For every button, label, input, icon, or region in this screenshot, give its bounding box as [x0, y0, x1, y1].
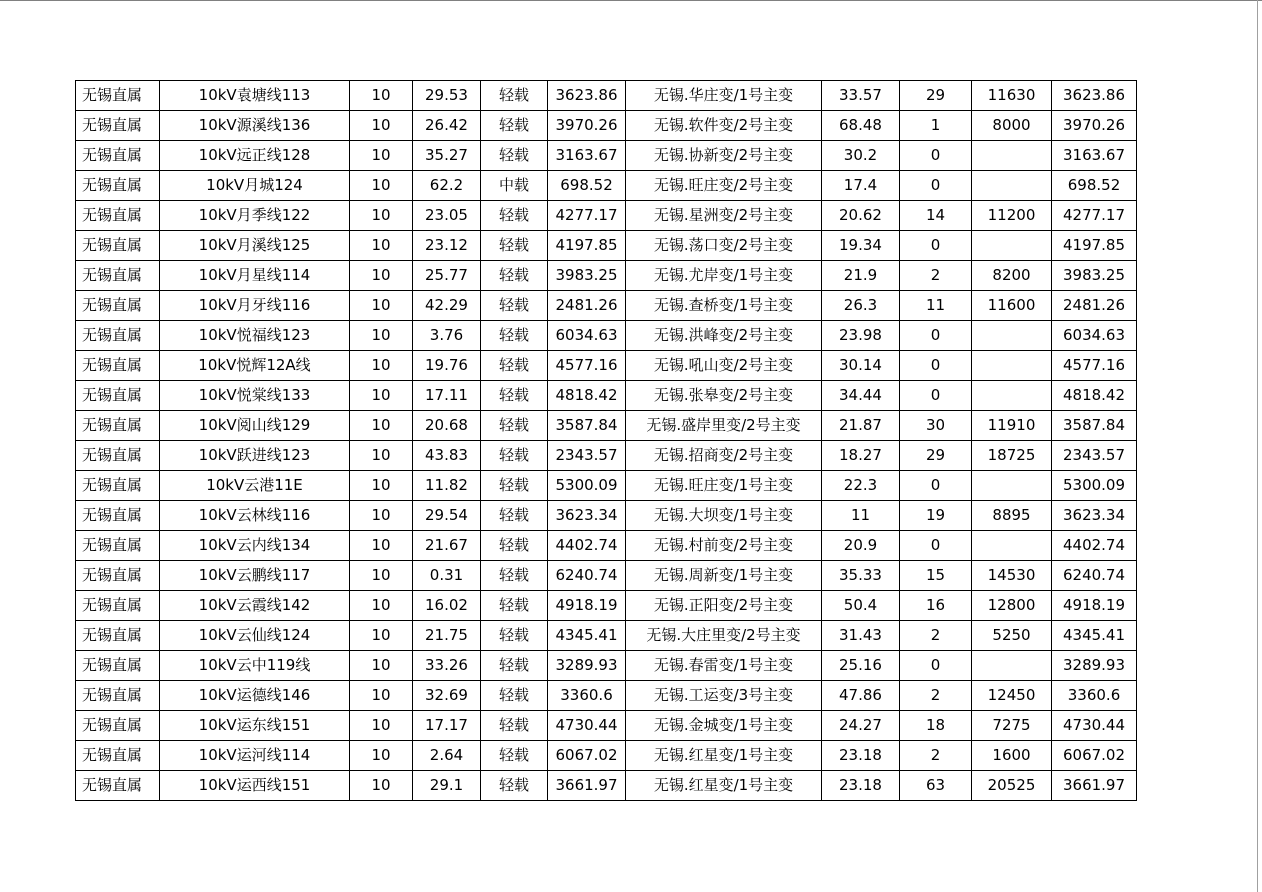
users-capacity-cell: 11630	[972, 81, 1052, 111]
load-rate-cell: 33.26	[413, 651, 481, 681]
transformer-cell: 无锡.华庄变/1号主变	[626, 81, 822, 111]
line-name-cell: 10kV悦棠线133	[160, 381, 350, 411]
available-capacity-cell: 4918.19	[1052, 591, 1137, 621]
capacity-cell: 6240.74	[548, 561, 626, 591]
unit-cell: 无锡直属	[76, 501, 160, 531]
count-cell: 19	[900, 501, 972, 531]
table-row	[76, 711, 1137, 741]
load-status-cell: 轻载	[481, 201, 548, 231]
transformer-load-cell: 19.34	[822, 231, 900, 261]
users-capacity-cell: 5250	[972, 621, 1052, 651]
load-status-cell: 轻载	[481, 351, 548, 381]
count-cell: 0	[900, 471, 972, 501]
available-capacity-cell: 3983.25	[1052, 261, 1137, 291]
table-row	[76, 741, 1137, 771]
users-capacity-cell: 12450	[972, 681, 1052, 711]
count-cell: 15	[900, 561, 972, 591]
count-cell: 1	[900, 111, 972, 141]
capacity-cell: 4818.42	[548, 381, 626, 411]
users-capacity-cell	[972, 381, 1052, 411]
unit-cell: 无锡直属	[76, 321, 160, 351]
table-row	[76, 771, 1137, 801]
unit-cell: 无锡直属	[76, 381, 160, 411]
line-name-cell: 10kV运德线146	[160, 681, 350, 711]
unit-cell: 无锡直属	[76, 411, 160, 441]
users-capacity-cell: 18725	[972, 441, 1052, 471]
available-capacity-cell: 3623.86	[1052, 81, 1137, 111]
count-cell: 0	[900, 141, 972, 171]
voltage-cell: 10	[350, 771, 413, 801]
transformer-cell: 无锡.旺庄变/2号主变	[626, 171, 822, 201]
capacity-cell: 6067.02	[548, 741, 626, 771]
capacity-cell: 4197.85	[548, 231, 626, 261]
capacity-cell: 4345.41	[548, 621, 626, 651]
load-rate-cell: 17.17	[413, 711, 481, 741]
voltage-cell: 10	[350, 681, 413, 711]
unit-cell: 无锡直属	[76, 651, 160, 681]
line-name-cell: 10kV云中119线	[160, 651, 350, 681]
table-row	[76, 621, 1137, 651]
transformer-cell: 无锡.金城变/1号主变	[626, 711, 822, 741]
load-rate-cell: 21.75	[413, 621, 481, 651]
count-cell: 29	[900, 441, 972, 471]
available-capacity-cell: 3163.67	[1052, 141, 1137, 171]
transformer-load-cell: 47.86	[822, 681, 900, 711]
available-capacity-cell: 6034.63	[1052, 321, 1137, 351]
transformer-load-cell: 25.16	[822, 651, 900, 681]
transformer-cell: 无锡.红星变/1号主变	[626, 741, 822, 771]
count-cell: 2	[900, 741, 972, 771]
users-capacity-cell	[972, 471, 1052, 501]
page-top-edge	[0, 0, 1262, 1]
unit-cell: 无锡直属	[76, 471, 160, 501]
count-cell: 0	[900, 381, 972, 411]
count-cell: 11	[900, 291, 972, 321]
load-status-cell: 轻载	[481, 381, 548, 411]
unit-cell: 无锡直属	[76, 711, 160, 741]
load-status-cell: 轻载	[481, 471, 548, 501]
available-capacity-cell: 4345.41	[1052, 621, 1137, 651]
count-cell: 0	[900, 321, 972, 351]
load-status-cell: 轻载	[481, 591, 548, 621]
transformer-load-cell: 17.4	[822, 171, 900, 201]
users-capacity-cell: 11600	[972, 291, 1052, 321]
count-cell: 0	[900, 651, 972, 681]
voltage-cell: 10	[350, 321, 413, 351]
voltage-cell: 10	[350, 531, 413, 561]
page-right-edge	[1257, 0, 1258, 892]
table-row	[76, 441, 1137, 471]
load-rate-cell: 62.2	[413, 171, 481, 201]
capacity-cell: 3661.97	[548, 771, 626, 801]
transformer-load-cell: 11	[822, 501, 900, 531]
load-rate-cell: 43.83	[413, 441, 481, 471]
line-name-cell: 10kV源溪线136	[160, 111, 350, 141]
table-row	[76, 501, 1137, 531]
line-name-cell: 10kV袁塘线113	[160, 81, 350, 111]
line-name-cell: 10kV运东线151	[160, 711, 350, 741]
table-row	[76, 141, 1137, 171]
voltage-cell: 10	[350, 441, 413, 471]
transformer-cell: 无锡.大庄里变/2号主变	[626, 621, 822, 651]
voltage-cell: 10	[350, 711, 413, 741]
voltage-cell: 10	[350, 621, 413, 651]
table-row	[76, 81, 1137, 111]
unit-cell: 无锡直属	[76, 591, 160, 621]
load-status-cell: 轻载	[481, 711, 548, 741]
capacity-cell: 6034.63	[548, 321, 626, 351]
unit-cell: 无锡直属	[76, 111, 160, 141]
unit-cell: 无锡直属	[76, 561, 160, 591]
table-row	[76, 681, 1137, 711]
available-capacity-cell: 4577.16	[1052, 351, 1137, 381]
unit-cell: 无锡直属	[76, 681, 160, 711]
table-row	[76, 381, 1137, 411]
unit-cell: 无锡直属	[76, 201, 160, 231]
transformer-load-cell: 22.3	[822, 471, 900, 501]
transformer-load-cell: 20.62	[822, 201, 900, 231]
voltage-cell: 10	[350, 591, 413, 621]
users-capacity-cell	[972, 351, 1052, 381]
transformer-cell: 无锡.村前变/2号主变	[626, 531, 822, 561]
feeder-load-table	[75, 80, 1137, 801]
transformer-cell: 无锡.春雷变/1号主变	[626, 651, 822, 681]
available-capacity-cell: 3289.93	[1052, 651, 1137, 681]
unit-cell: 无锡直属	[76, 621, 160, 651]
line-name-cell: 10kV月季线122	[160, 201, 350, 231]
users-capacity-cell	[972, 531, 1052, 561]
voltage-cell: 10	[350, 81, 413, 111]
table-body	[76, 81, 1137, 801]
capacity-cell: 3587.84	[548, 411, 626, 441]
line-name-cell: 10kV运西线151	[160, 771, 350, 801]
load-status-cell: 轻载	[481, 261, 548, 291]
voltage-cell: 10	[350, 741, 413, 771]
table-row	[76, 591, 1137, 621]
table-row	[76, 171, 1137, 201]
capacity-cell: 3623.34	[548, 501, 626, 531]
unit-cell: 无锡直属	[76, 171, 160, 201]
capacity-cell: 3163.67	[548, 141, 626, 171]
transformer-load-cell: 20.9	[822, 531, 900, 561]
transformer-cell: 无锡.查桥变/1号主变	[626, 291, 822, 321]
count-cell: 0	[900, 531, 972, 561]
transformer-load-cell: 68.48	[822, 111, 900, 141]
available-capacity-cell: 2343.57	[1052, 441, 1137, 471]
voltage-cell: 10	[350, 561, 413, 591]
available-capacity-cell: 6067.02	[1052, 741, 1137, 771]
load-rate-cell: 32.69	[413, 681, 481, 711]
transformer-cell: 无锡.周新变/1号主变	[626, 561, 822, 591]
load-rate-cell: 21.67	[413, 531, 481, 561]
line-name-cell: 10kV月牙线116	[160, 291, 350, 321]
table-row	[76, 351, 1137, 381]
count-cell: 18	[900, 711, 972, 741]
voltage-cell: 10	[350, 261, 413, 291]
unit-cell: 无锡直属	[76, 531, 160, 561]
available-capacity-cell: 3587.84	[1052, 411, 1137, 441]
unit-cell: 无锡直属	[76, 291, 160, 321]
load-status-cell: 轻载	[481, 621, 548, 651]
capacity-cell: 2343.57	[548, 441, 626, 471]
transformer-load-cell: 23.18	[822, 741, 900, 771]
users-capacity-cell: 11200	[972, 201, 1052, 231]
users-capacity-cell: 20525	[972, 771, 1052, 801]
line-name-cell: 10kV悦福线123	[160, 321, 350, 351]
table-row	[76, 321, 1137, 351]
transformer-load-cell: 30.2	[822, 141, 900, 171]
users-capacity-cell	[972, 651, 1052, 681]
table-row	[76, 471, 1137, 501]
voltage-cell: 10	[350, 501, 413, 531]
capacity-cell: 4577.16	[548, 351, 626, 381]
unit-cell: 无锡直属	[76, 441, 160, 471]
line-name-cell: 10kV云仙线124	[160, 621, 350, 651]
available-capacity-cell: 4730.44	[1052, 711, 1137, 741]
line-name-cell: 10kV云霞线142	[160, 591, 350, 621]
table-row	[76, 231, 1137, 261]
load-rate-cell: 3.76	[413, 321, 481, 351]
capacity-cell: 4918.19	[548, 591, 626, 621]
transformer-load-cell: 23.98	[822, 321, 900, 351]
count-cell: 2	[900, 621, 972, 651]
transformer-cell: 无锡.招商变/2号主变	[626, 441, 822, 471]
load-status-cell: 轻载	[481, 501, 548, 531]
voltage-cell: 10	[350, 291, 413, 321]
count-cell: 0	[900, 171, 972, 201]
voltage-cell: 10	[350, 141, 413, 171]
users-capacity-cell	[972, 231, 1052, 261]
line-name-cell: 10kV阅山线129	[160, 411, 350, 441]
users-capacity-cell: 14530	[972, 561, 1052, 591]
line-name-cell: 10kV远正线128	[160, 141, 350, 171]
load-status-cell: 轻载	[481, 231, 548, 261]
unit-cell: 无锡直属	[76, 231, 160, 261]
capacity-cell: 3983.25	[548, 261, 626, 291]
load-status-cell: 轻载	[481, 411, 548, 441]
transformer-load-cell: 31.43	[822, 621, 900, 651]
load-rate-cell: 29.53	[413, 81, 481, 111]
available-capacity-cell: 4818.42	[1052, 381, 1137, 411]
load-rate-cell: 29.54	[413, 501, 481, 531]
unit-cell: 无锡直属	[76, 81, 160, 111]
transformer-cell: 无锡.协新变/2号主变	[626, 141, 822, 171]
users-capacity-cell: 7275	[972, 711, 1052, 741]
table-row	[76, 411, 1137, 441]
unit-cell: 无锡直属	[76, 261, 160, 291]
load-status-cell: 轻载	[481, 651, 548, 681]
unit-cell: 无锡直属	[76, 141, 160, 171]
load-status-cell: 轻载	[481, 291, 548, 321]
capacity-cell: 4402.74	[548, 531, 626, 561]
capacity-cell: 5300.09	[548, 471, 626, 501]
transformer-load-cell: 26.3	[822, 291, 900, 321]
capacity-cell: 698.52	[548, 171, 626, 201]
transformer-cell: 无锡.红星变/1号主变	[626, 771, 822, 801]
capacity-cell: 3970.26	[548, 111, 626, 141]
table-row	[76, 111, 1137, 141]
load-rate-cell: 19.76	[413, 351, 481, 381]
transformer-cell: 无锡.大坝变/1号主变	[626, 501, 822, 531]
load-rate-cell: 23.05	[413, 201, 481, 231]
count-cell: 2	[900, 261, 972, 291]
voltage-cell: 10	[350, 351, 413, 381]
voltage-cell: 10	[350, 231, 413, 261]
unit-cell: 无锡直属	[76, 741, 160, 771]
transformer-load-cell: 18.27	[822, 441, 900, 471]
load-status-cell: 轻载	[481, 81, 548, 111]
available-capacity-cell: 4197.85	[1052, 231, 1137, 261]
transformer-cell: 无锡.吼山变/2号主变	[626, 351, 822, 381]
transformer-cell: 无锡.张皋变/2号主变	[626, 381, 822, 411]
count-cell: 29	[900, 81, 972, 111]
count-cell: 14	[900, 201, 972, 231]
table-row	[76, 561, 1137, 591]
available-capacity-cell: 6240.74	[1052, 561, 1137, 591]
load-rate-cell: 25.77	[413, 261, 481, 291]
capacity-cell: 4730.44	[548, 711, 626, 741]
voltage-cell: 10	[350, 651, 413, 681]
users-capacity-cell: 1600	[972, 741, 1052, 771]
load-status-cell: 轻载	[481, 561, 548, 591]
count-cell: 16	[900, 591, 972, 621]
load-rate-cell: 29.1	[413, 771, 481, 801]
users-capacity-cell	[972, 321, 1052, 351]
table-row	[76, 201, 1137, 231]
transformer-cell: 无锡.正阳变/2号主变	[626, 591, 822, 621]
line-name-cell: 10kV云港11E	[160, 471, 350, 501]
load-status-cell: 轻载	[481, 321, 548, 351]
capacity-cell: 2481.26	[548, 291, 626, 321]
transformer-cell: 无锡.星洲变/2号主变	[626, 201, 822, 231]
load-rate-cell: 42.29	[413, 291, 481, 321]
transformer-cell: 无锡.旺庄变/1号主变	[626, 471, 822, 501]
load-rate-cell: 17.11	[413, 381, 481, 411]
users-capacity-cell: 8000	[972, 111, 1052, 141]
count-cell: 0	[900, 351, 972, 381]
transformer-load-cell: 24.27	[822, 711, 900, 741]
count-cell: 63	[900, 771, 972, 801]
transformer-load-cell: 50.4	[822, 591, 900, 621]
transformer-load-cell: 21.87	[822, 411, 900, 441]
transformer-cell: 无锡.洪峰变/2号主变	[626, 321, 822, 351]
count-cell: 0	[900, 231, 972, 261]
load-status-cell: 轻载	[481, 111, 548, 141]
load-rate-cell: 2.64	[413, 741, 481, 771]
transformer-load-cell: 30.14	[822, 351, 900, 381]
table-row	[76, 261, 1137, 291]
line-name-cell: 10kV云林线116	[160, 501, 350, 531]
transformer-load-cell: 21.9	[822, 261, 900, 291]
available-capacity-cell: 698.52	[1052, 171, 1137, 201]
transformer-load-cell: 34.44	[822, 381, 900, 411]
voltage-cell: 10	[350, 171, 413, 201]
transformer-load-cell: 23.18	[822, 771, 900, 801]
line-name-cell: 10kV月溪线125	[160, 231, 350, 261]
transformer-cell: 无锡.尤岸变/1号主变	[626, 261, 822, 291]
voltage-cell: 10	[350, 201, 413, 231]
load-rate-cell: 0.31	[413, 561, 481, 591]
users-capacity-cell: 11910	[972, 411, 1052, 441]
capacity-cell: 4277.17	[548, 201, 626, 231]
transformer-load-cell: 33.57	[822, 81, 900, 111]
transformer-load-cell: 35.33	[822, 561, 900, 591]
load-rate-cell: 20.68	[413, 411, 481, 441]
unit-cell: 无锡直属	[76, 351, 160, 381]
count-cell: 2	[900, 681, 972, 711]
table-row	[76, 531, 1137, 561]
capacity-cell: 3360.6	[548, 681, 626, 711]
users-capacity-cell: 12800	[972, 591, 1052, 621]
load-status-cell: 轻载	[481, 141, 548, 171]
capacity-cell: 3289.93	[548, 651, 626, 681]
users-capacity-cell	[972, 171, 1052, 201]
voltage-cell: 10	[350, 111, 413, 141]
line-name-cell: 10kV运河线114	[160, 741, 350, 771]
line-name-cell: 10kV云内线134	[160, 531, 350, 561]
load-rate-cell: 35.27	[413, 141, 481, 171]
load-rate-cell: 16.02	[413, 591, 481, 621]
line-name-cell: 10kV悦辉12A线	[160, 351, 350, 381]
capacity-cell: 3623.86	[548, 81, 626, 111]
load-status-cell: 轻载	[481, 771, 548, 801]
line-name-cell: 10kV跃进线123	[160, 441, 350, 471]
transformer-cell: 无锡.工运变/3号主变	[626, 681, 822, 711]
users-capacity-cell: 8895	[972, 501, 1052, 531]
users-capacity-cell: 8200	[972, 261, 1052, 291]
voltage-cell: 10	[350, 471, 413, 501]
voltage-cell: 10	[350, 411, 413, 441]
table-row	[76, 651, 1137, 681]
load-status-cell: 轻载	[481, 441, 548, 471]
table-row	[76, 291, 1137, 321]
available-capacity-cell: 2481.26	[1052, 291, 1137, 321]
available-capacity-cell: 3661.97	[1052, 771, 1137, 801]
available-capacity-cell: 3360.6	[1052, 681, 1137, 711]
load-rate-cell: 11.82	[413, 471, 481, 501]
available-capacity-cell: 4277.17	[1052, 201, 1137, 231]
available-capacity-cell: 3970.26	[1052, 111, 1137, 141]
line-name-cell: 10kV月星线114	[160, 261, 350, 291]
transformer-cell: 无锡.软件变/2号主变	[626, 111, 822, 141]
available-capacity-cell: 4402.74	[1052, 531, 1137, 561]
line-name-cell: 10kV云鹏线117	[160, 561, 350, 591]
unit-cell: 无锡直属	[76, 771, 160, 801]
load-rate-cell: 26.42	[413, 111, 481, 141]
load-status-cell: 中载	[481, 171, 548, 201]
transformer-cell: 无锡.盛岸里变/2号主变	[626, 411, 822, 441]
load-rate-cell: 23.12	[413, 231, 481, 261]
transformer-cell: 无锡.荡口变/2号主变	[626, 231, 822, 261]
available-capacity-cell: 3623.34	[1052, 501, 1137, 531]
load-status-cell: 轻载	[481, 531, 548, 561]
available-capacity-cell: 5300.09	[1052, 471, 1137, 501]
load-status-cell: 轻载	[481, 741, 548, 771]
line-name-cell: 10kV月城124	[160, 171, 350, 201]
users-capacity-cell	[972, 141, 1052, 171]
load-status-cell: 轻载	[481, 681, 548, 711]
voltage-cell: 10	[350, 381, 413, 411]
count-cell: 30	[900, 411, 972, 441]
